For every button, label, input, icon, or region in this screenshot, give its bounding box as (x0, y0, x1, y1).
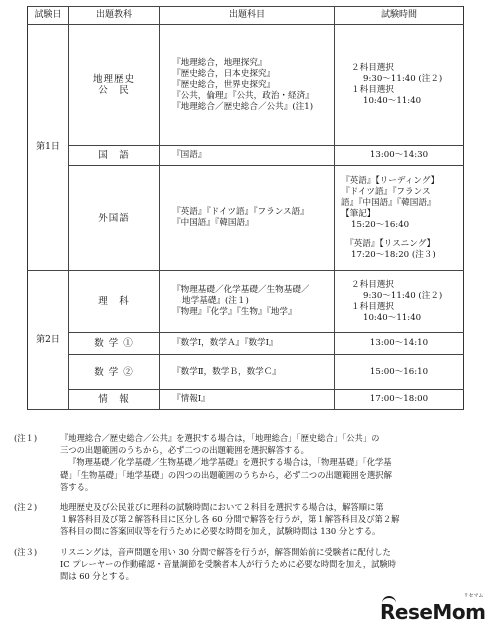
geo-exam-time: ２科目選択 9:30～11:40 (注２) １科目選択 10:40～11:40 (335, 25, 464, 146)
list-item: 『物理』『化学』『生物』『地学』 (172, 307, 297, 317)
subject-geo-history-civics: 地理歴史 公 民 (69, 25, 160, 146)
footnote-2-label: (注２) (14, 502, 38, 513)
japanese-exam-time: 13:00～14:30 (335, 146, 464, 166)
list-item: 『物理基礎／化学基礎／生物基礎／ (172, 285, 310, 295)
list-item: 『地理総合／歴史総合／公共』(注1) (172, 101, 314, 112)
science-exam-time: ２科目選択 9:30～11:40 (注２) １科目選択 10:40～11:40 (335, 271, 464, 333)
info-item: 『情報Ⅰ』 (160, 390, 335, 410)
footnotes (14, 432, 476, 590)
math2-item: 『数学Ⅱ，数学Ｂ，数学Ｃ』 (160, 355, 335, 390)
table-row (28, 146, 464, 166)
table-row (28, 25, 464, 146)
info-exam-time: 17:00～18:00 (335, 390, 464, 410)
subject-math-1: 数 学 ① (69, 333, 160, 355)
table-header-row (28, 7, 464, 25)
foreign-subject-items (160, 166, 335, 271)
list-item: 地学基礎』(注１) (182, 296, 249, 306)
list-item: 『地理総合，地理探究』 (172, 57, 267, 68)
math1-item: 『数学Ⅰ，数学Ａ』『数学Ⅰ』 (160, 333, 335, 355)
list-item: 『中国語』『韓国語』 (172, 218, 254, 228)
list-item: 『歴史総合，日本史探究』 (172, 68, 276, 79)
header-exam-day: 試験日 (28, 7, 69, 25)
japanese-item: 『国語』 (160, 146, 335, 166)
subject-math-2: 数 学 ② (69, 355, 160, 390)
footnote-3-label: (注３) (14, 546, 38, 557)
table-row (28, 166, 464, 271)
subject-japanese: 国 語 (69, 146, 160, 166)
footnote-2: (注２) 地理歴史及び公民並びに理科の試験時間において２科目を選択する場合は，解答順に第 １解答科目及び第２解答科目に区分し各 60 分間で解答を行うが，第１解答科目及び第２解 答科目の間に答案回収等を行うために必要な時間を加え，試験時間は 130 分とする。 (14, 502, 400, 537)
day1-label: 第1日 (28, 25, 69, 271)
exam-schedule-table (27, 6, 464, 410)
subject-science: 理 科 (69, 271, 160, 333)
resemom-watermark-logo: ReseMom リセマム (380, 593, 486, 624)
math1-exam-time: 13:00～14:10 (335, 333, 464, 355)
list-item: 『歴史総合，世界史探究』 (172, 79, 276, 90)
foreign-exam-time: 『英語』【リーディング】 『ドイツ語』『フランス 語』『中国語』『韓国語』 【筆記】 15:20～16:40 『英語』【リスニング】 17:20～18:20 (注３) (335, 166, 464, 271)
footnote-1: (注１) 『地理総合／歴史総合／公共』を選択する場合は，「地理総合」「歴史総合」「公共」の 三つの出題範囲のうちから，必ず二つの出題範囲を選択解答する。 『物理基礎／化学基礎／生物基礎／地学基礎』を選択する場合は，「物理基礎」「化学基 礎」「生物基礎」「地学基礎」の四つの出題範囲のうちから，必ず二つの出題範囲を選択解 答する。 (14, 433, 392, 492)
table-row (28, 390, 464, 410)
subject-foreign-language: 外国語 (69, 166, 160, 271)
footnote-1-label: (注１) (14, 433, 38, 443)
header-subjects: 出題科目 (160, 7, 335, 25)
geo-subject-items (160, 25, 335, 146)
science-subject-items (160, 271, 335, 333)
table-row (28, 333, 464, 355)
header-subject-area: 出題教科 (69, 7, 160, 25)
subject-information: 情 報 (69, 390, 160, 410)
header-exam-time: 試験時間 (335, 7, 464, 25)
table-row (28, 355, 464, 390)
math2-exam-time: 15:00～16:10 (335, 355, 464, 390)
table-row (28, 271, 464, 333)
day2-label: 第2日 (28, 271, 69, 410)
list-item: 『公共，倫理』『公共，政治・経済』 (172, 90, 314, 101)
footnote-3: (注３) リスニングは，音声問題を用い 30 分間で解答を行うが，解答開始前に受験者に配付した IC プレーヤーの作動確認・音量調節を受験者本人が行うために必要な時間を加え，試験時 間は 60 分とする。 (14, 546, 397, 582)
list-item: 『英語』『ドイツ語』『フランス語』 (172, 207, 309, 217)
